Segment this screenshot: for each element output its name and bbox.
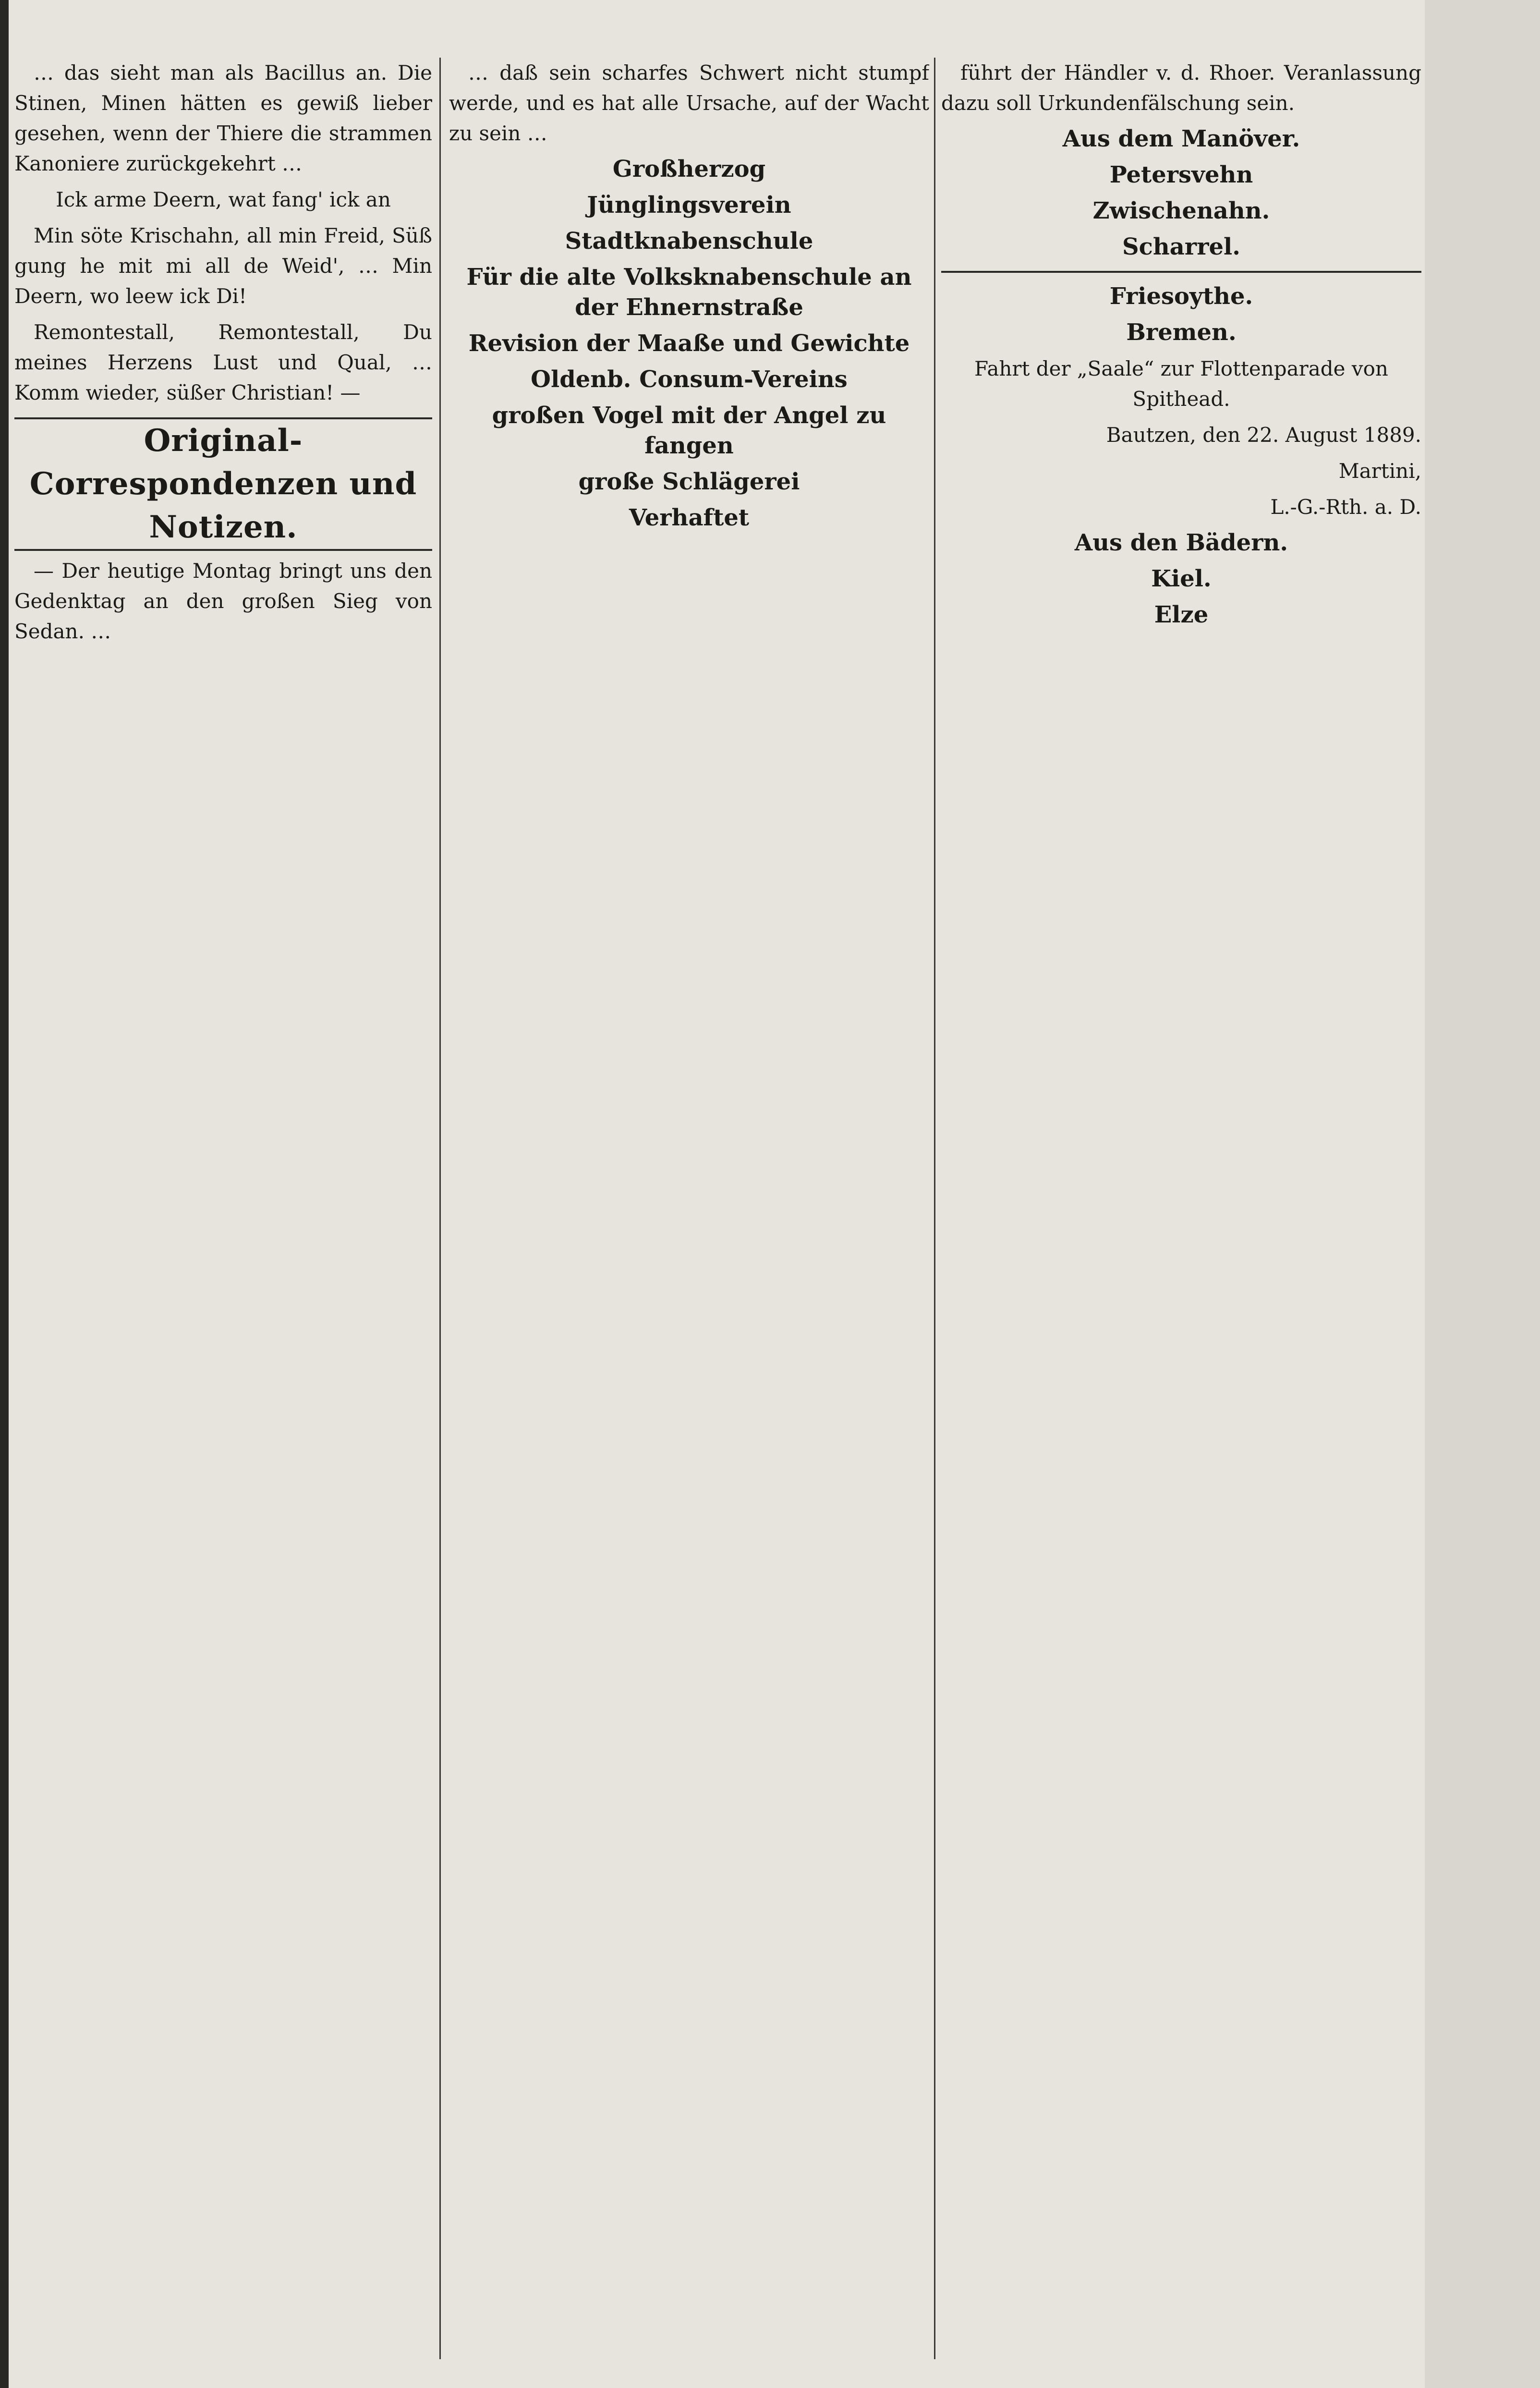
headline: Aus dem Manöver. [1062,125,1300,152]
headline: Revision der Maaße und Gewichte [468,330,910,357]
margin [1425,0,1540,2388]
poem: Min söte Krischahn, all min Freid, Süß gung he mit mi all de Weid', … Min Deern, wo leew ick Di! [14,224,432,308]
headline: Verhaftet [629,504,750,531]
headline: Jünglingsverein [587,192,791,219]
signoff-place: Bautzen, den 22. August 1889. [1106,423,1421,447]
signoff-name: Martini, [1338,459,1421,483]
binding-edge [0,0,9,2388]
column-1 [14,58,432,2359]
ad-title: Fahrt der „Saale“ zur Flottenparade von Spithead. [974,357,1388,411]
headline: Für die alte Volksknabenschule an der Ehnernstraße [466,264,912,321]
poem-line: Ick arme Deern, wat fang' ick an [56,188,391,211]
divider [941,271,1421,273]
paragraph: … daß sein scharfes Schwert nicht stumpf werde, und es hat alle Ursache, auf der Wacht zu sein … [449,61,929,145]
headline: Aus den Bädern. [1074,529,1288,556]
signoff-title: L.-G.-Rth. a. D. [1270,495,1421,519]
column-rule [934,58,935,2359]
column-2 [449,58,929,2359]
headline: Scharrel. [1122,233,1240,260]
headline: Oldenb. Consum-Vereins [531,366,848,393]
headline: Zwischenahn. [1092,197,1270,224]
headline: Bremen. [1126,319,1237,346]
paragraph: … das sieht man als Bacillus an. Die Stinen, Minen hätten es gewiß lieber gesehen, wenn der Thiere die strammen Kanoniere zurückgekehrt … [14,61,432,175]
headline: Elze [1154,601,1209,628]
headline: große Schlägerei [578,468,800,495]
column-rule [439,58,441,2359]
headline: Großherzog [612,156,766,183]
headline: Friesoythe. [1109,283,1253,310]
paragraph: — Der heutige Montag bringt uns den Gedenktag an den großen Sieg von Sedan. … [14,559,432,643]
headline: Kiel. [1151,565,1212,592]
headline: Petersvehn [1109,161,1253,188]
headline: Stadtknabenschule [565,228,813,255]
poem: Remontestall, Remontestall, Du meines Herzens Lust und Qual, … Komm wieder, süßer Christian! — [14,320,432,404]
section-title: Original-Correspondenzen und Notizen. [14,417,432,551]
paragraph: führt der Händler v. d. Rhoer. Veranlassung dazu soll Urkundenfälschung sein. [941,61,1421,115]
headline: großen Vogel mit der Angel zu fangen [492,402,886,459]
column-3 [941,58,1421,2359]
